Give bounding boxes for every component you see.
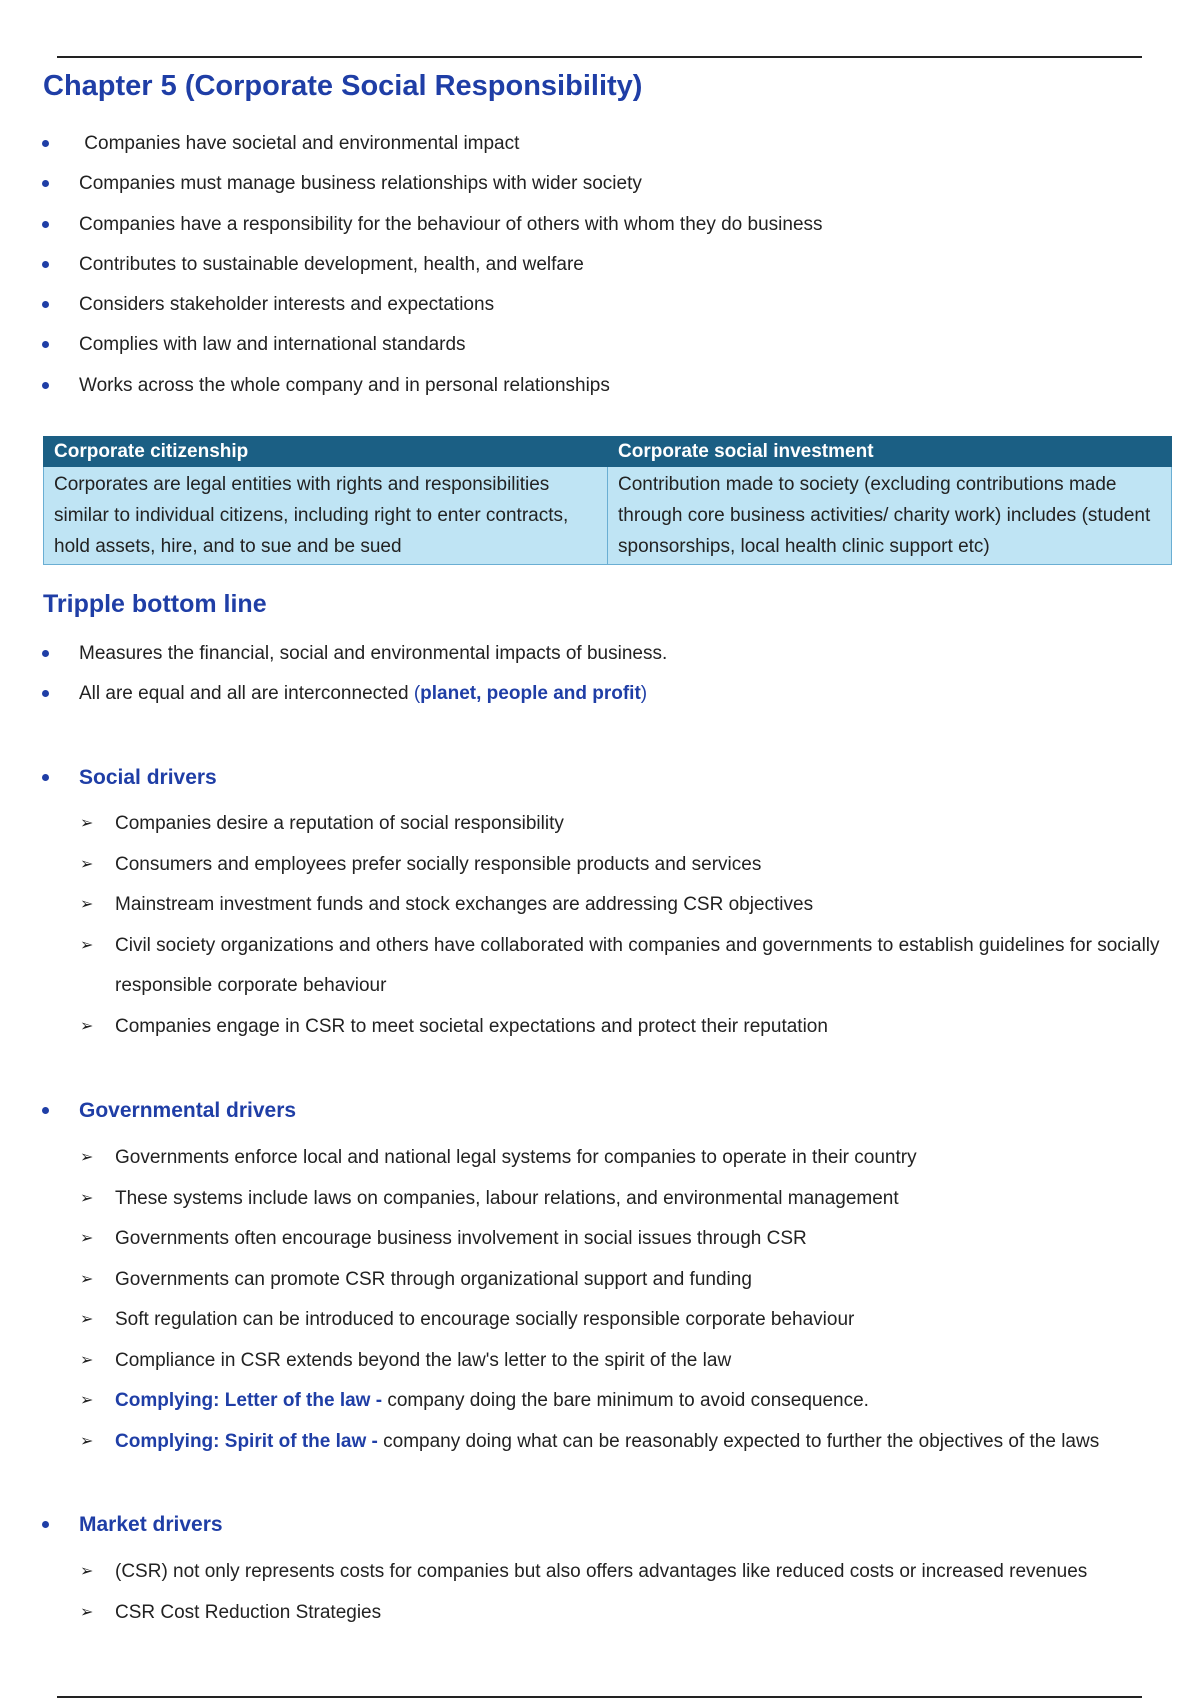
arrow-bullet-icon: ➢ [80,855,94,873]
market-drivers-list [0,1552,1200,1633]
list-item: ➢ Companies engage in CSR to meet societal expectations and protect their reputation [0,1007,1200,1048]
list-item: Complies with law and international standards [0,325,1200,365]
arrow-bullet-icon: ➢ [80,1270,94,1288]
arrow-bullet-icon: ➢ [80,1563,94,1580]
list-item: ➢ These systems include laws on companies, labour relations, and environmental management [0,1179,1200,1220]
arrow-bullet-icon: ➢ [80,1392,94,1409]
bullet-dot-icon [42,140,49,147]
list-item: Companies have societal and environmental impact [0,124,1200,164]
triple-bottom-line-heading: Tripple bottom line [43,590,267,618]
arrow-bullet-icon: ➢ [80,936,94,954]
bullet-dot-icon [42,221,49,228]
arrow-bullet-icon: ➢ [80,1351,94,1369]
arrow-bullet-icon: ➢ [80,1230,94,1247]
triple-bottom-line-list [0,634,1200,715]
list-item: ➢ CSR Cost Reduction Strategies [0,1593,1200,1634]
corporate-citizenship-header: Corporate citizenship [44,437,608,467]
bottom-rule [57,1696,1142,1698]
list-item: ➢ Governments can promote CSR through organizational support and funding [0,1260,1200,1301]
csr-definitions-table [43,436,1172,565]
table-row [44,467,1172,565]
intro-bullet-list [0,124,1200,406]
bullet-dot-icon [42,774,49,781]
arrow-bullet-icon: ➢ [80,1603,94,1621]
list-item: Works across the whole company and in personal relationships [0,366,1200,406]
spirit-of-law-label: Complying: Spirit of the law [115,1430,367,1452]
bullet-dot-icon [42,690,49,697]
letter-of-law-label: Complying: Letter of the law [115,1390,371,1411]
planet-people-profit-highlight: planet, people and profit [420,683,641,705]
arrow-bullet-icon: ➢ [80,896,94,913]
bullet-dot-icon [42,180,49,187]
list-item: Measures the financial, social and environmental impacts of business. [0,634,1200,674]
arrow-bullet-icon: ➢ [80,1149,94,1166]
arrow-bullet-icon: ➢ [80,815,94,832]
bullet-dot-icon [42,341,49,348]
chapter-title: Chapter 5 (Corporate Social Responsibility) [43,70,643,102]
list-item: ➢ (CSR) not only represents costs for companies but also offers advantages like reduced costs or increased revenues [0,1552,1200,1593]
list-item: Considers stakeholder interests and expectations [0,285,1200,325]
bullet-dot-icon [42,261,49,268]
top-rule [57,56,1142,58]
arrow-bullet-icon: ➢ [80,1311,94,1328]
bullet-dot-icon [42,382,49,389]
list-item: ➢ Mainstream investment funds and stock exchanges are addressing CSR objectives [0,885,1200,926]
arrow-bullet-icon: ➢ [80,1432,94,1450]
list-item: ➢ Soft regulation can be introduced to encourage socially responsible corporate behaviour [0,1300,1200,1341]
list-item: Companies have a responsibility for the behaviour of others with whom they do business [0,205,1200,245]
arrow-bullet-icon: ➢ [80,1189,94,1207]
bullet-dot-icon [42,1521,49,1528]
bullet-dot-icon [42,650,49,657]
list-item: ➢ Complying: Spirit of the law - company doing what can be reasonably expected to further the objectives of the laws [0,1422,1200,1463]
list-item: Contributes to sustainable development, health, and welfare [0,245,1200,285]
list-item: ➢ Consumers and employees prefer socially responsible products and services [0,845,1200,886]
arrow-bullet-icon: ➢ [80,1017,94,1035]
corporate-citizenship-cell: Corporates are legal entities with rights and responsibilities similar to individual citizens, including right to enter contracts, hold assets, hire, and to sue and be sued [44,467,608,565]
list-item: All are equal and all are interconnected (planet, people and profit) [0,674,1200,714]
corporate-social-investment-cell: Contribution made to society (excluding contributions made through core business activities/ charity work) includes (student sponsorships, local health clinic support etc) [608,467,1172,565]
bullet-dot-icon [42,301,49,308]
list-item: ➢ Civil society organizations and others have collaborated with companies and governments to establish guidelines for socially responsible corporate behaviour [0,926,1200,1007]
list-item: ➢ Compliance in CSR extends beyond the law's letter to the spirit of the law [0,1341,1200,1382]
governmental-drivers-heading: Governmental drivers [0,1091,1200,1131]
list-item: ➢ Complying: Letter of the law - company doing the bare minimum to avoid consequence. [0,1381,1200,1422]
bullet-dot-icon [42,1107,49,1114]
social-drivers-list [0,804,1200,1047]
table-header-row [44,437,1172,467]
list-item: ➢ Governments enforce local and national legal systems for companies to operate in their country [0,1138,1200,1179]
social-drivers-heading: Social drivers [0,758,1200,798]
market-drivers-heading: Market drivers [0,1505,1200,1545]
list-item: ➢ Companies desire a reputation of social responsibility [0,804,1200,845]
list-item: Companies must manage business relationships with wider society [0,164,1200,204]
list-item: ➢ Governments often encourage business involvement in social issues through CSR [0,1219,1200,1260]
governmental-drivers-list [0,1138,1200,1462]
corporate-social-investment-header: Corporate social investment [608,437,1172,467]
